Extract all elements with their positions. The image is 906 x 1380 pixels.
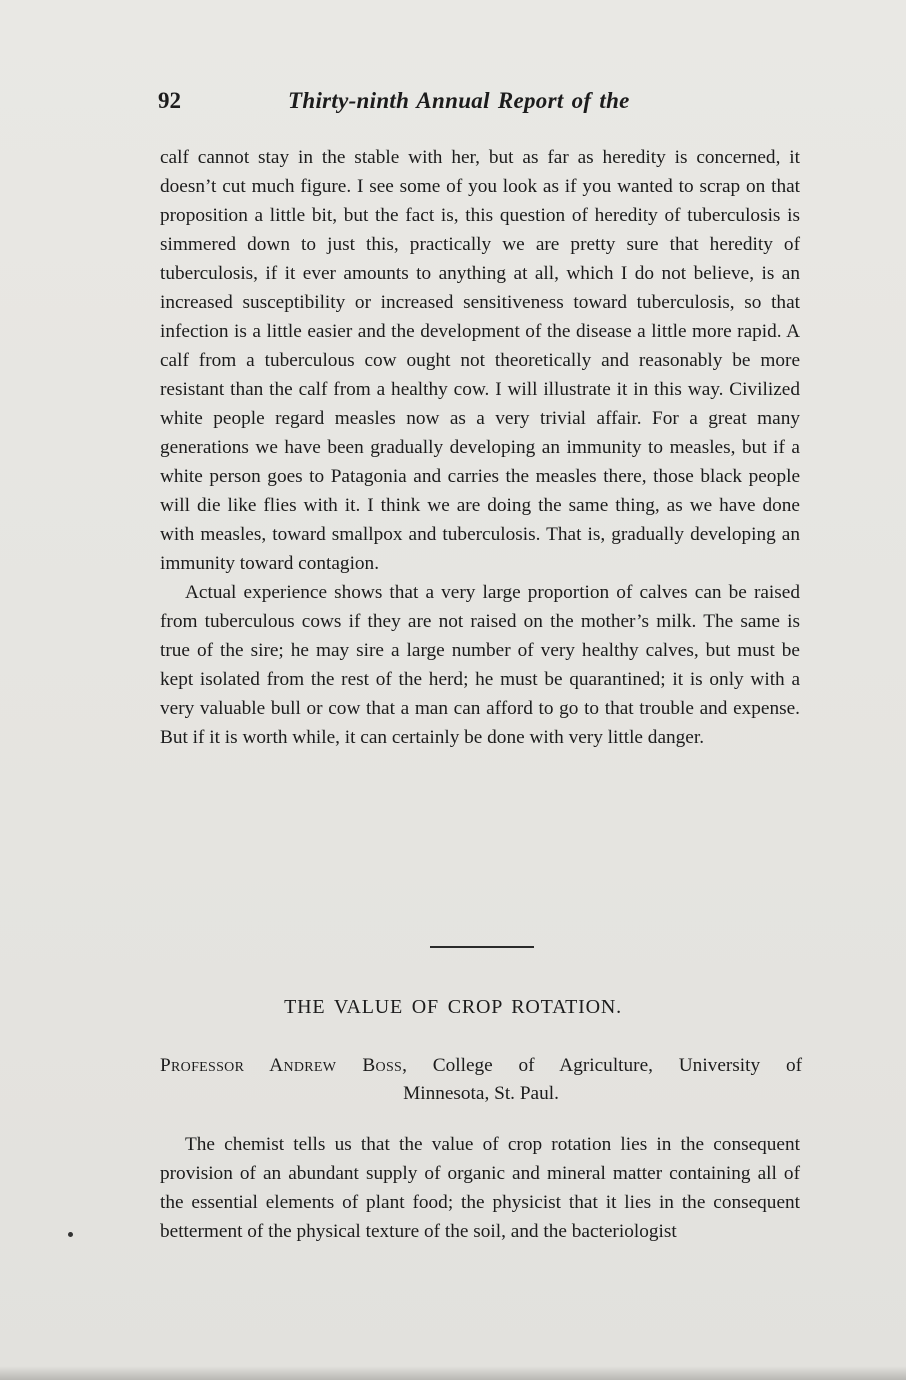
body-paragraph: Actual experience shows that a very large proportion of calves can be raised from tuberculous cows if they are not raised on the mother’s milk. The same is true of the sire; he may sire a large number of very healthy calves, but must be kept isolated from the rest of the herd; he must be quarantined; it is only with a very valuable bull or cow that a man can afford to go to that trouble and expense. But if it is worth while, it can certainly be done with very little danger. [160,582,800,748]
running-title: Thirty-ninth Annual Report of the [288,88,630,113]
article-text-block [160,1130,800,1246]
body-paragraph: calf cannot stay in the stable with her, but as far as heredity is concerned, it doesn’t cut much figure. I see some of you look as if you wanted to scrap on that proposition a little bit, but the fact is, this question of heredity of tuberculosis is simmered down to just this, practically we are pretty sure that heredity of tuberculosis, if it ever amounts to anything at all, which I do not believe, is an increased susceptibility or increased sensitiveness toward tuberculosis, so that infection is a little easier and the development of the disease a little more rapid. A calf from a tuberculous cow ought not theoretically and reasonably be more resistant than the calf from a healthy cow. I will illustrate it in this way. Civilized white people regard measles now as a very trivial affair. For a great many generations we have been gradually developing an immunity to measles, but if a white person goes to Patagonia and carries the measles there, those black people will die like flies with it. I think we are doing the same thing, as we have done with measles, toward smallpox and tuberculosis. That is, gradually developing an immunity toward contagion. [160,147,800,574]
page-number: 92 [158,88,181,113]
body-paragraph: The chemist tells us that the value of crop rotation lies in the consequent provision of an abundant supply of organic and mineral matter containing all of the essential elements of plant food; the physicist that it lies in the consequent betterment of the physical texture of the soil, and the bacteriologist [160,1134,800,1242]
page-bottom-edge [0,1366,906,1380]
author-name: Professor Andrew Boss [160,1055,403,1076]
margin-speck [68,1232,73,1237]
author-affiliation: , College of Agriculture, University of [402,1055,803,1076]
continued-text-block [160,143,800,752]
section-heading: THE VALUE OF CROP ROTATION. [284,996,622,1018]
section-divider [430,946,534,948]
page-header [0,88,906,124]
author-location: Minnesota, St. Paul. [403,1083,559,1104]
byline-first-line [160,1052,802,1080]
author-byline [160,1052,802,1108]
